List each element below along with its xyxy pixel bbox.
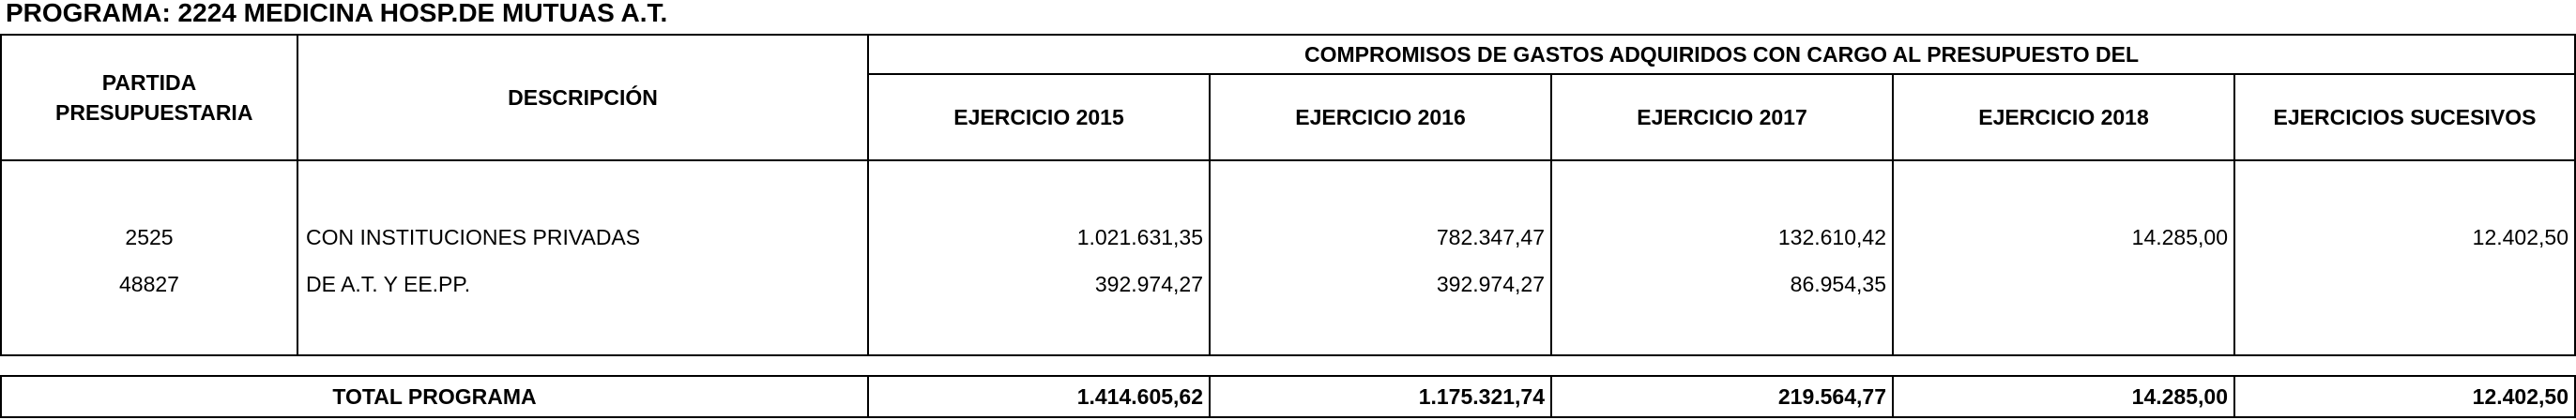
header-descripcion: DESCRIPCIÓN [297, 35, 868, 160]
header-year: EJERCICIO 2015 [868, 74, 1210, 160]
page-title: PROGRAMA: 2224 MEDICINA HOSP.DE MUTUAS A.T. [6, 0, 668, 27]
total-amount: 1.175.321,74 [1210, 376, 1551, 417]
amount: 12.402,50 [2472, 225, 2568, 249]
value-cell [2234, 160, 2575, 355]
amount: 392.974,27 [1436, 272, 1545, 296]
header-year: EJERCICIO 2017 [1551, 74, 1893, 160]
total-label: TOTAL PROGRAMA [1, 376, 868, 417]
amount: 86.954,35 [1790, 272, 1886, 296]
value-cell [1210, 160, 1551, 355]
total-row [1, 376, 2575, 417]
total-table [0, 375, 2576, 418]
amount: 392.974,27 [1094, 272, 1203, 296]
value-cell [1893, 160, 2234, 355]
partida-line: 2525 [125, 225, 174, 249]
header-year: EJERCICIOS SUCESIVOS [2234, 74, 2575, 160]
header-year: EJERCICIO 2018 [1893, 74, 2234, 160]
amount: 14.285,00 [2131, 225, 2228, 249]
total-amount: 219.564,77 [1551, 376, 1893, 417]
descripcion-line: CON INSTITUCIONES PRIVADAS [306, 225, 641, 249]
partida-cell [1, 160, 297, 355]
descripcion-line: DE A.T. Y EE.PP. [306, 272, 471, 296]
budget-table [0, 34, 2576, 356]
total-amount: 1.414.605,62 [868, 376, 1210, 417]
amount: 132.610,42 [1777, 225, 1886, 249]
total-amount: 12.402,50 [2234, 376, 2575, 417]
descripcion-cell [297, 160, 868, 355]
amount: 1.021.631,35 [1076, 225, 1203, 249]
table-row [1, 160, 2575, 355]
header-partida: PARTIDA PRESUPUESTARIA [1, 35, 297, 160]
amount: 782.347,47 [1436, 225, 1545, 249]
total-amount: 14.285,00 [1893, 376, 2234, 417]
value-cell [1551, 160, 1893, 355]
value-cell [868, 160, 1210, 355]
partida-line: 48827 [119, 272, 179, 296]
header-compromisos: COMPROMISOS DE GASTOS ADQUIRIDOS CON CARGO AL PRESUPUESTO DEL [868, 35, 2575, 74]
header-year: EJERCICIO 2016 [1210, 74, 1551, 160]
